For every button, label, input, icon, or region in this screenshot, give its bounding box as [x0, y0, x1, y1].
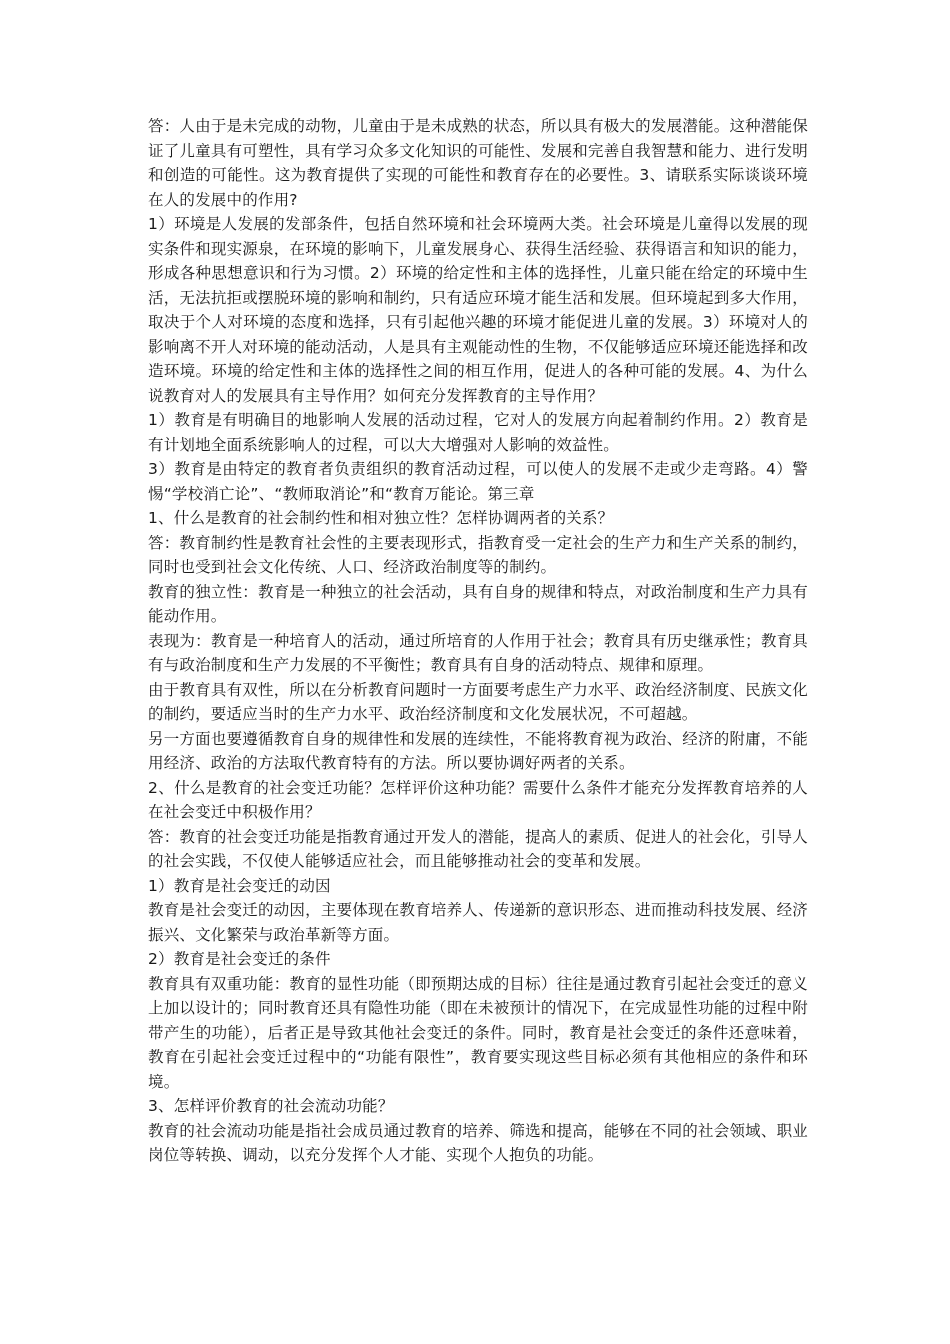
sub-heading: 1）教育是社会变迁的动因 [148, 876, 331, 895]
paragraph: 3）教育是由特定的教育者负责组织的教育活动过程，可以使人的发展不走或少走弯路。4）警惕“学校消亡论”、“教师取消论”和“教育万能论。第三章 [148, 460, 808, 503]
paragraph: 由于教育具有双性，所以在分析教育问题时一方面要考虑生产力水平、政治经济制度、民族文化的制约，要适应当时的生产力水平、政治经济制度和文化发展状况，不可超越。 [148, 680, 808, 723]
paragraph: 1）教育是有明确目的地影响人发展的活动过程，它对人的发展方向起着制约作用。2）教育是有计划地全面系统影响人的过程，可以大大增强对人影响的效益性。 [148, 411, 808, 454]
question-heading: 3、怎样评价教育的社会流动功能？ [148, 1097, 394, 1115]
paragraph: 答：教育制约性是教育社会性的主要表现形式，指教育受一定社会的生产力和生产关系的制约，同时也受到社会文化传统、人口、经济政治制度等的制约。 [148, 533, 808, 576]
paragraph: 另一方面也要遵循教育自身的规律性和发展的连续性，不能将教育视为政治、经济的附庸，不能用经济、政治的方法取代教育特有的方法。所以要协调好两者的关系。 [148, 729, 808, 772]
paragraph: 表现为：教育是一种培育人的活动，通过所培育的人作用于社会；教育具有历史继承性；教育具有与政治制度和生产力发展的不平衡性；教育具有自身的活动特点、规律和原理。 [148, 631, 808, 674]
paragraph: 教育的独立性：教育是一种独立的社会活动，具有自身的规律和特点，对政治制度和生产力具有能动作用。 [148, 582, 808, 625]
question-heading: 1、什么是教育的社会制约性和相对独立性？怎样协调两者的关系？ [148, 509, 614, 527]
question-heading: 2、什么是教育的社会变迁功能？怎样评价这种功能？需要什么条件才能充分发挥教育培养的人在社会变迁中积极作用？ [148, 778, 808, 821]
document-page [148, 114, 808, 1168]
paragraph: 教育的社会流动功能是指社会成员通过教育的培养、筛选和提高，能够在不同的社会领域、职业岗位等转换、调动，以充分发挥个人才能、实现个人抱负的功能。 [148, 1121, 808, 1164]
sub-heading: 2）教育是社会变迁的条件 [148, 950, 331, 968]
paragraph: 答：人由于是未完成的动物，儿童由于是未成熟的状态，所以具有极大的发展潜能。这种潜能保证了儿童具有可塑性，具有学习众多文化知识的可能性、发展和完善自我智慧和能力、进行发明和创造的可能性。这为教育提供了实现的可能性和教育存在的必要性。3、请联系实际谈谈环境在人的发展中的作用? [148, 117, 808, 209]
paragraph: 教育是社会变迁的动因，主要体现在教育培养人、传递新的意识形态、进而推动科技发展、经济振兴、文化繁荣与政治革新等方面。 [148, 901, 808, 944]
paragraph: 答：教育的社会变迁功能是指教育通过开发人的潜能，提高人的素质、促进人的社会化，引导人的社会实践，不仅使人能够适应社会，而且能够推动社会的变革和发展。 [148, 827, 808, 870]
paragraph: 1）环境是人发展的发部条件，包括自然环境和社会环境两大类。社会环境是儿童得以发展的现实条件和现实源泉，在环境的影响下，儿童发展身心、获得生活经验、获得语言和知识的能力，形成各种思想意识和行为习惯。2）环境的给定性和主体的选择性，儿童只能在给定的环境中生活，无法抗拒或摆脱环境的影响和制约，只有适应环境才能生活和发展。但环境起到多大作用，取决于个人对环境的态度和选择，只有引起他兴趣的环境才能促进儿童的发展。3）环境对人的影响离不开人对环境的能动活动，人是具有主观能动性的生物，不仅能够适应环境还能选择和改造环境。环境的给定性和主体的选择性之间的相互作用，促进人的各种可能的发展。4、为什么说教育对人的发展具有主导作用？如何充分发挥教育的主导作用？ [148, 215, 808, 405]
paragraph: 教育具有双重功能：教育的显性功能（即预期达成的目标）往往是通过教育引起社会变迁的意义上加以设计的；同时教育还具有隐性功能（即在未被预计的情况下，在完成显性功能的过程中附带产生的功能），后者正是导致其他社会变迁的条件。同时，教育是社会变迁的条件还意味着，教育在引起社会变迁过程中的“功能有限性”，教育要实现这些目标必须有其他相应的条件和环境。 [148, 974, 808, 1091]
